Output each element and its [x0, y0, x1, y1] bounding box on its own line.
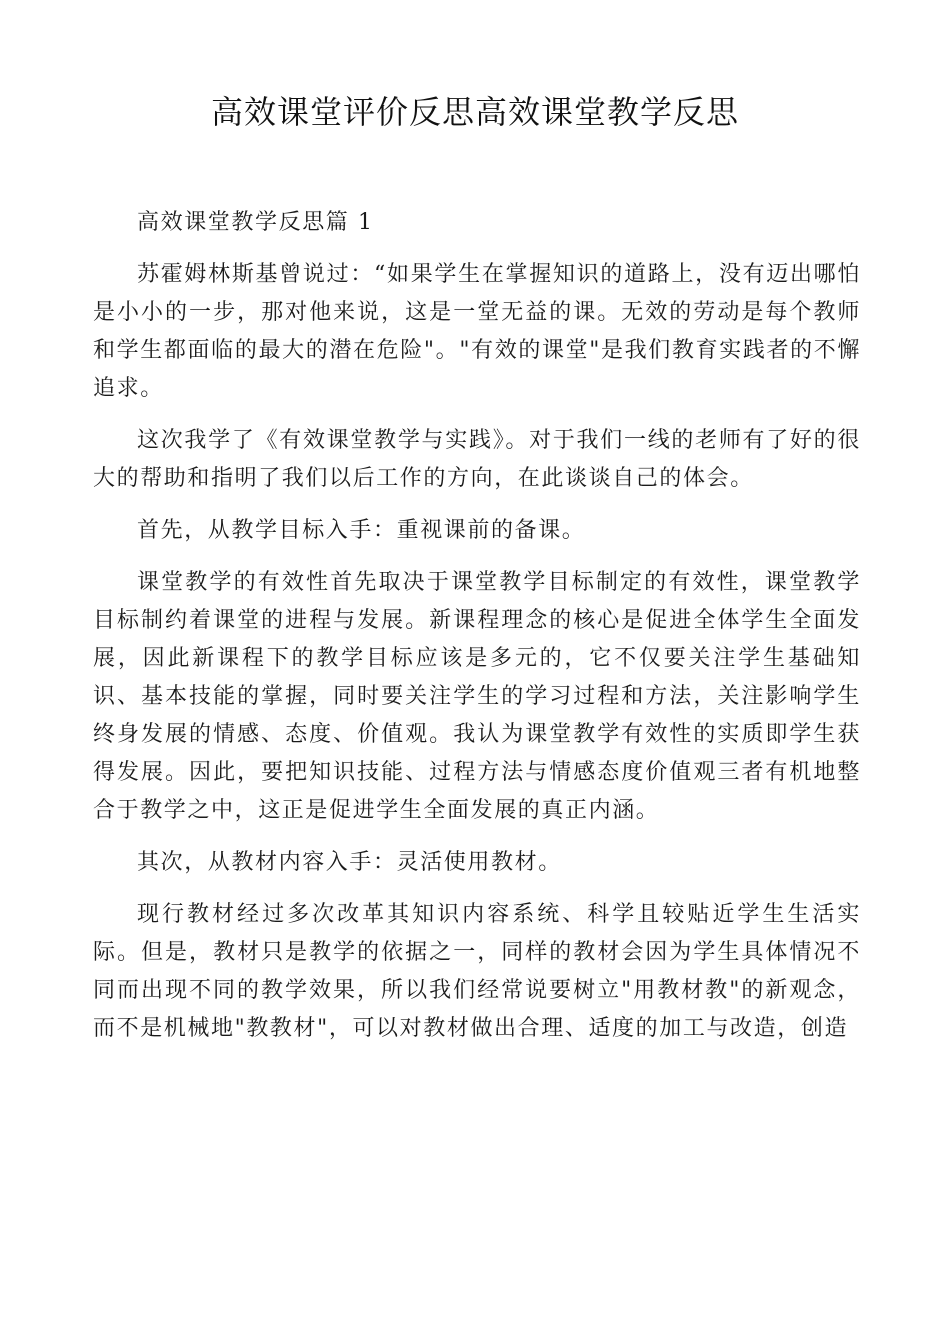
paragraph: 苏霍姆林斯基曾说过：“如果学生在掌握知识的道路上，没有迈出哪怕是小小的一步，那对他来说，这是一堂无益的课。无效的劳动是每个教师和学生都面临的最大的潜在危险"。"有效的课堂"是我们教育实践者的不懈追求。 — [93, 262, 861, 401]
paragraph: 现行教材经过多次改革其知识内容系统、科学且较贴近学生生活实际。但是，教材只是教学的依据之一，同样的教材会因为学生具体情况不同而出现不同的教学效果，所以我们经常说要树立"用教材教"的新观念，而不是机械地"教教材"，可以对教材做出合理、适度的加工与改造，创造 — [93, 902, 861, 1041]
document-title: 高效课堂评价反思高效课堂教学反思 — [210, 93, 739, 131]
section-heading: 高效课堂教学反思篇 1 — [137, 210, 374, 235]
paragraph: 首先，从教学目标入手：重视课前的备课。 — [137, 518, 586, 543]
document-body — [93, 204, 861, 1062]
paragraph: 课堂教学的有效性首先取决于课堂教学目标制定的有效性，课堂教学目标制约着课堂的进程与发展。新课程理念的核心是促进全体学生全面发展，因此新课程下的教学目标应该是多元的，它不仅要关注学生基础知识、基本技能的掌握，同时要关注学生的学习过程和方法，关注影响学生终身发展的情感、态度、价值观。我认为课堂教学有效性的实质即学生获得发展。因此，要把知识技能、过程方法与情感态度价值观三者有机地整合于教学之中，这正是促进学生全面发展的真正内涵。 — [93, 570, 861, 823]
paragraph: 这次我学了《有效课堂教学与实践》。对于我们一线的老师有了好的很大的帮助和指明了我们以后工作的方向，在此谈谈自己的体会。 — [93, 428, 861, 491]
paragraph: 其次，从教材内容入手：灵活使用教材。 — [137, 850, 562, 875]
